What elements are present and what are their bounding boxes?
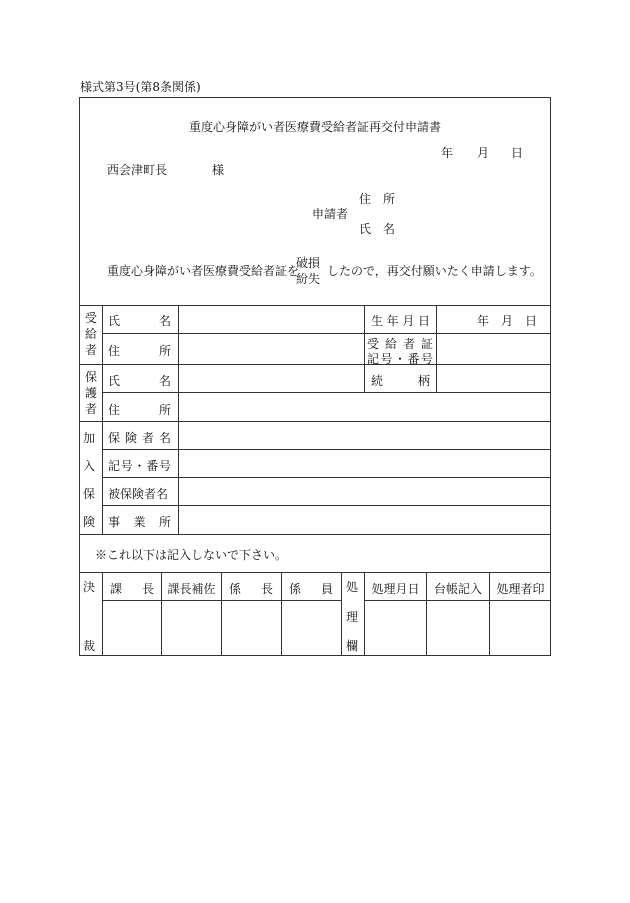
recipient-name-label: 氏 名	[108, 314, 171, 328]
guardian-relationship-label: 続 柄	[371, 374, 430, 388]
date-month-label: 月	[477, 146, 490, 160]
office-use-note: ※これ以下は記入しないで下さい。	[95, 548, 288, 562]
processing-label-3: 欄	[346, 639, 359, 653]
birth-day-label: 日	[525, 314, 538, 328]
divider-line	[102, 505, 551, 506]
insurance-group-label-1: 加	[83, 431, 96, 445]
insurance-group-label-3: 保	[83, 487, 96, 501]
divider-line	[102, 477, 551, 478]
insured-name-label: 被保険者名	[108, 487, 169, 501]
divider-line	[221, 572, 222, 656]
divider-line	[102, 333, 551, 334]
ledger-entry-header: 台帳記入	[433, 582, 482, 596]
recipient-address-label: 住 所	[108, 344, 171, 358]
certificate-label-line2: 記 号 ・ 番 号	[367, 352, 433, 366]
divider-line	[436, 305, 437, 392]
divider-line	[341, 572, 342, 656]
insurance-group-label-4: 険	[83, 515, 96, 529]
deputy-chief-header: 課長補佐	[167, 582, 216, 596]
section-chief-header: 課 長	[110, 582, 154, 596]
decision-label-2: 裁	[83, 639, 96, 653]
option-lost: 紛失	[296, 272, 321, 286]
birth-year-label: 年	[477, 314, 490, 328]
processor-seal-header: 処理者印	[496, 582, 545, 596]
insurance-group-label-2: 入	[83, 459, 96, 473]
certificate-label-line1: 受 給 者 証	[367, 337, 433, 351]
office-label: 事 業 所	[108, 515, 171, 529]
honorific: 様	[212, 163, 225, 177]
insurance-number-label: 記 号 ・ 番 号	[108, 459, 171, 473]
divider-line	[178, 305, 179, 534]
applicant-label: 申請者	[312, 207, 349, 221]
staff-header: 係 員	[289, 582, 333, 596]
divider-line	[79, 364, 551, 365]
divider-line	[102, 449, 551, 450]
guardian-name-label: 氏 名	[108, 374, 171, 388]
applicant-name-label: 氏 名	[359, 222, 396, 236]
form-title: 重度心身障がい者医療費受給者証再交付申請書	[188, 120, 441, 134]
divider-line	[102, 600, 342, 601]
recipient-group-label: 受 給 者	[84, 311, 97, 357]
divider-line	[364, 305, 365, 392]
birth-month-label: 月	[501, 314, 514, 328]
addressee: 西会津町長	[107, 163, 168, 177]
recipient-birthdate-label: 生 年 月 日	[371, 314, 430, 328]
divider-line	[102, 572, 103, 656]
form-number: 様式第3号(第8条関係)	[80, 80, 201, 94]
decision-label-1: 決	[83, 580, 96, 594]
date-day-label: 日	[511, 146, 524, 160]
divider-line	[79, 572, 551, 573]
insurer-name-label: 保 険 者 名	[108, 431, 171, 445]
unit-chief-header: 係 長	[229, 582, 273, 596]
divider-line	[79, 534, 551, 535]
divider-line	[281, 572, 282, 656]
processing-label-1: 処	[346, 580, 359, 594]
statement-suffix: したので，再交付願いたく申請します。	[327, 264, 542, 278]
process-date-header: 処理月日	[371, 582, 420, 596]
divider-line	[79, 305, 551, 306]
divider-line	[364, 600, 551, 601]
statement-prefix: 重度心身障がい者医療費受給者証を	[107, 264, 300, 278]
processing-label-2: 理	[346, 610, 359, 624]
guardian-address-label: 住 所	[108, 403, 171, 417]
guardian-group-label: 保 護 者	[84, 370, 97, 416]
applicant-address-label: 住 所	[359, 192, 396, 206]
option-damaged: 破損	[296, 256, 321, 270]
date-year-label: 年	[441, 146, 454, 160]
divider-line	[79, 421, 551, 422]
divider-line	[102, 392, 551, 393]
